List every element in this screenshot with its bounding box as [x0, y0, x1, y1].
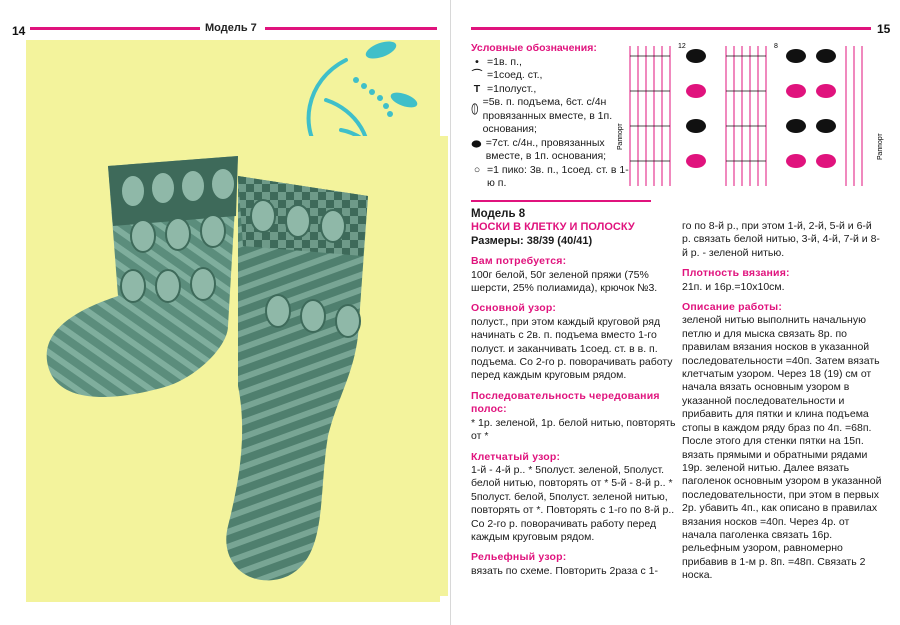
- sequence-title: Последовательность чередования полос:: [471, 389, 660, 416]
- check-pattern-title: Клетчатый узор:: [471, 450, 561, 463]
- model-sizes: Размеры: 38/39 (40/41): [471, 234, 593, 247]
- photo-panel: [26, 40, 440, 602]
- legend-item: [471, 96, 631, 137]
- needed-text: 100г белой, 50г зеленой пряжи (75% шерсти, 25% полиамида), крючок №3.: [471, 268, 658, 295]
- legend-text: =1в. п.,: [487, 55, 522, 68]
- legend: [471, 42, 631, 191]
- chart-row-number: 12: [678, 43, 686, 50]
- instructions-column-2: [682, 220, 882, 583]
- work-description-title: Описание работы:: [682, 301, 783, 314]
- stitch-chart: [616, 36, 896, 196]
- legend-text: =7ст. с/4н., провязанных вместе, в 1п. основания;: [485, 136, 607, 162]
- dot-icon: •: [475, 55, 479, 68]
- basic-pattern-text: полуст., при этом каждый круговой ряд начинать с 2в. п. подъема вместо 1-го полуст. и заканчивать 1соед. ст. в в. п. подъема. Со 2-го р. поворачивать работу перед каждым круговым рядом.: [471, 315, 673, 382]
- sequence-text: * 1р. зеленой, 1р. белой нитью, повторять от *: [471, 416, 676, 443]
- legend-item: [471, 56, 631, 70]
- header-rule-left-2: [265, 27, 437, 30]
- arc-icon: ⌒: [471, 69, 483, 81]
- header-rule-left: [30, 27, 200, 30]
- needed-title: Вам потребуется:: [471, 255, 567, 268]
- work-description-text: зеленой нитью выполнить начальную петлю и для мыска связать 8р. по правилам вязания носков в указанной последовательности =40п. Затем вязать клетчатым узором. Через 18 (19) см от начала вязать основным узором в указанной последовательности и прибавить для пятки и клина подъема стопы в каждом ряду браз по 4п. =68п. После этого для стенки пятки на 15п. вязать прямыми и обратными рядами 19р. зеленой нитью. Далее вязать паголенок основным узором в указанной последовательности, при этом в первых 2р. убавить 4п., как описано в правилах вязания носков =40п. Через 4р. от начала паголенка связать 16р. рельефным узором, равномерно прибавив в 1-м р. 8п. =48п. Связать 2 носка.: [682, 314, 882, 582]
- legend-text: =1полуст.,: [487, 82, 537, 95]
- legend-text: =1 пико: 3в. п., 1соед. ст. в 1-ю п.: [487, 163, 629, 189]
- basic-pattern-title: Основной узор:: [471, 302, 557, 315]
- half-double-icon: T: [473, 82, 481, 95]
- legend-item: [471, 164, 631, 191]
- relief-pattern-title: Рельефный узор:: [471, 551, 567, 564]
- legend-item: [471, 83, 631, 97]
- gauge-text: 21п. и 16р.=10х10см.: [682, 280, 785, 293]
- header-rule-right: [471, 27, 871, 30]
- gauge-title: Плотность вязания:: [682, 267, 790, 280]
- instructions-column-1: [471, 208, 676, 578]
- socks-photo: [38, 136, 448, 596]
- page-number-right: 15: [877, 22, 891, 36]
- rapport-label-left: Раппорт: [617, 123, 624, 150]
- model-subtitle: НОСКИ В КЛЕТКУ И ПОЛОСКУ: [471, 221, 635, 234]
- rapport-label-right: Раппорт: [877, 133, 884, 160]
- legend-item: [471, 69, 631, 83]
- right-page: [451, 0, 900, 625]
- puff-stitch-icon: [471, 96, 479, 122]
- cluster-stitch-icon: [471, 137, 482, 151]
- legend-text: =5в. п. подъема, 6ст. с/4н провязанных вместе, в 1п. основания;: [482, 96, 613, 135]
- chart-row-number: 8: [774, 43, 778, 50]
- section-rule: [471, 200, 651, 202]
- relief-pattern-text: вязать по схеме. Повторить 2раза с 1-: [471, 564, 658, 577]
- legend-item: [471, 137, 631, 164]
- picot-icon: ○: [473, 163, 481, 176]
- relief-pattern-continued: го по 8-й р., при этом 1-й, 2-й, 5-й и 6-й р. связать белой нитью, 3-й, 4-й, 7-й и 8-й р. - зеленой нитью.: [682, 220, 880, 259]
- check-pattern-text: 1-й - 4-й р.. * 5полуст. зеленой, 5полуст. белой нитью, повторять от * 5-й - 8-й р.. * 5полуст. белой, 5полуст. зеленой нитью, повторять от *. Повторять с 1-го по 8-й р.. Со 2-го р. поворачивать работу перед каждым круговым рядом.: [471, 463, 675, 543]
- page-number-left: 14: [12, 24, 26, 38]
- model-title: Модель 8: [471, 208, 526, 220]
- model-header: Модель 7: [205, 22, 257, 34]
- legend-title: Условные обозначения:: [471, 42, 597, 54]
- legend-text: =1соед. ст.,: [487, 69, 543, 81]
